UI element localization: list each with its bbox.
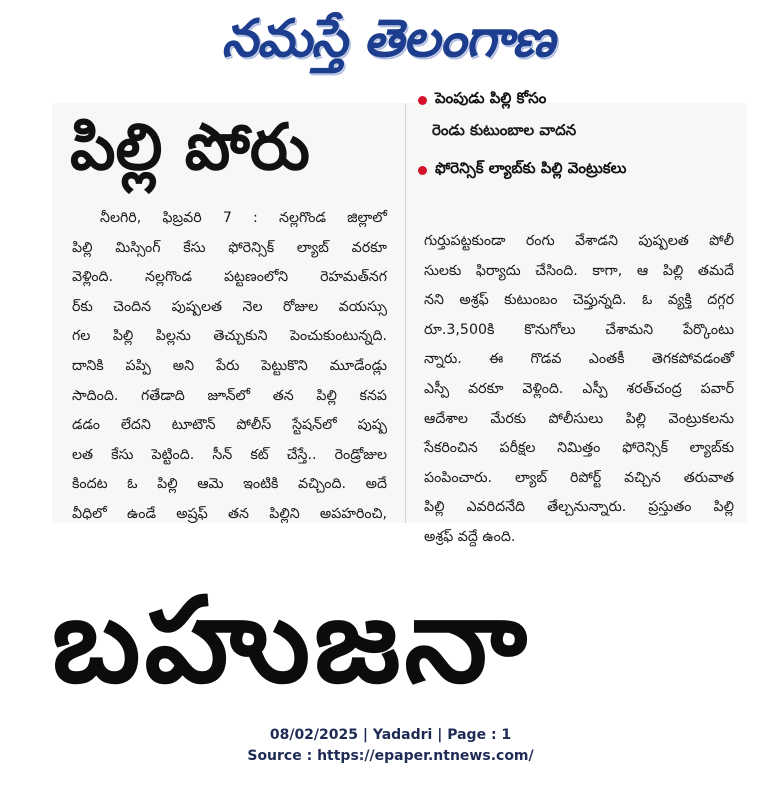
article-clipping <box>52 89 747 545</box>
right-column-line: సేకరించిన పరీక్షల నిమిత్తం ఫోరెన్సిక్ ల్యాబ్‌కు <box>424 440 734 457</box>
bullet-dot-icon <box>418 96 427 105</box>
right-column-line: పిల్లి ఎవరిదనేది తేల్చనున్నారు. ప్రస్తుతం పిల్లి <box>424 499 734 516</box>
masthead <box>0 0 781 90</box>
right-column-line: ఆదేశాల మేరకు పోలీసులు పిల్లి వెంట్రుకలను <box>424 410 734 427</box>
bullet-text-2: ఫోరెన్సిక్ ల్యాబ్‌కు పిల్లి వెంట్రుకలు <box>435 159 627 177</box>
bullet-dot-icon <box>418 166 427 175</box>
article-headline: పిల్లి పోరు <box>70 111 310 185</box>
right-column-line: పంపించారు. ల్యాబ్ రిపోర్ట్ వచ్చిన తరువాత <box>424 469 734 486</box>
left-column-line: సాదింది. గతేడాది జూన్‌లో తన పిల్లి కనప <box>72 387 387 404</box>
left-column-line: లత కేసు పెట్టింది. సీన్ కట్ చేస్తే.. రెండ్రోజుల <box>72 446 387 463</box>
left-column-line: డడం లేదని టూటౌన్ పోలీస్ స్టేషన్‌లో పుష్ప <box>72 417 387 434</box>
right-column-line: న్నారు. ఈ గొడవ ఎంతకీ తెగకపోవడంతో <box>424 351 734 368</box>
brand-banner <box>0 570 781 710</box>
left-column-line: వీధిలో ఉండే అష్రఫ్ తన పిల్లిని అపహరించి, <box>72 505 387 522</box>
right-column-line: గుర్తుపట్టకుండా రంగు వేశాడని పుష్పలత పోలీ <box>424 233 734 249</box>
right-column-line: అశ్రఫ్ వద్దే ఉంది. <box>424 528 516 545</box>
masthead-logo: నమస్తే తెలంగాణ <box>219 8 565 69</box>
left-column-line: నీలగిరి, ఫిబ్రవరి 7 : నల్లగొండ జిల్లాలో <box>100 210 387 226</box>
left-column-line: గల పిల్లి పిల్లను తెచ్చుకుని పెంచుకుంటున్నది. <box>72 328 387 345</box>
bullet-point-1 <box>418 89 546 111</box>
left-column-line: ర్‌కు చెందిన పుష్పలత నెల రోజుల వయస్సు <box>72 298 387 315</box>
left-column-line: వెళ్లింది. నల్లగొండ పట్టణంలోని రెహమత్‌నగ <box>72 269 387 286</box>
column-divider <box>405 103 406 523</box>
bullet-continuation: రెండు కుటుంబాల వాదన <box>432 121 577 139</box>
footer-meta: 08/02/2025 | Yadadri | Page : 1 <box>269 727 512 743</box>
right-column-line: నని అశ్రఫ్ కుటుంబం చెప్తున్నది. ఓ వ్యక్తి దగ్గర <box>424 292 734 309</box>
right-column-line: రూ.3,500కి కొనుగోలు చేశామని పేర్కొంటు <box>424 321 734 338</box>
right-column-line: సులకు ఫిర్యాదు చేసింది. కాగా, ఆ పిల్లి తమదే <box>424 262 734 279</box>
left-column-line: దానికి పప్పి అని పేరు పెట్టుకొని మూడేండ్లు <box>72 357 387 374</box>
left-column-line: పిల్లి మిస్సింగ్ కేసు ఫోరెన్సిక్ ల్యాబ్ వరకూ <box>72 239 387 256</box>
article-right-column <box>424 227 734 553</box>
bullet-text-1: పెంపుడు పిల్లి కోసం <box>435 89 547 107</box>
article-left-column <box>72 204 387 530</box>
footer-source: Source : https://epaper.ntnews.com/ <box>247 748 534 764</box>
bullet-point-2 <box>418 159 626 181</box>
left-column-line: కిందట ఓ పిల్లి ఆమె ఇంటికి వచ్చింది. అదే <box>72 476 387 493</box>
brand-wordmark: బహుజనా <box>52 571 532 709</box>
right-column-line: ఎస్పీ వరకూ వెళ్లింది. ఎస్పీ శరత్‌చంద్ర పవార్ <box>424 380 734 397</box>
